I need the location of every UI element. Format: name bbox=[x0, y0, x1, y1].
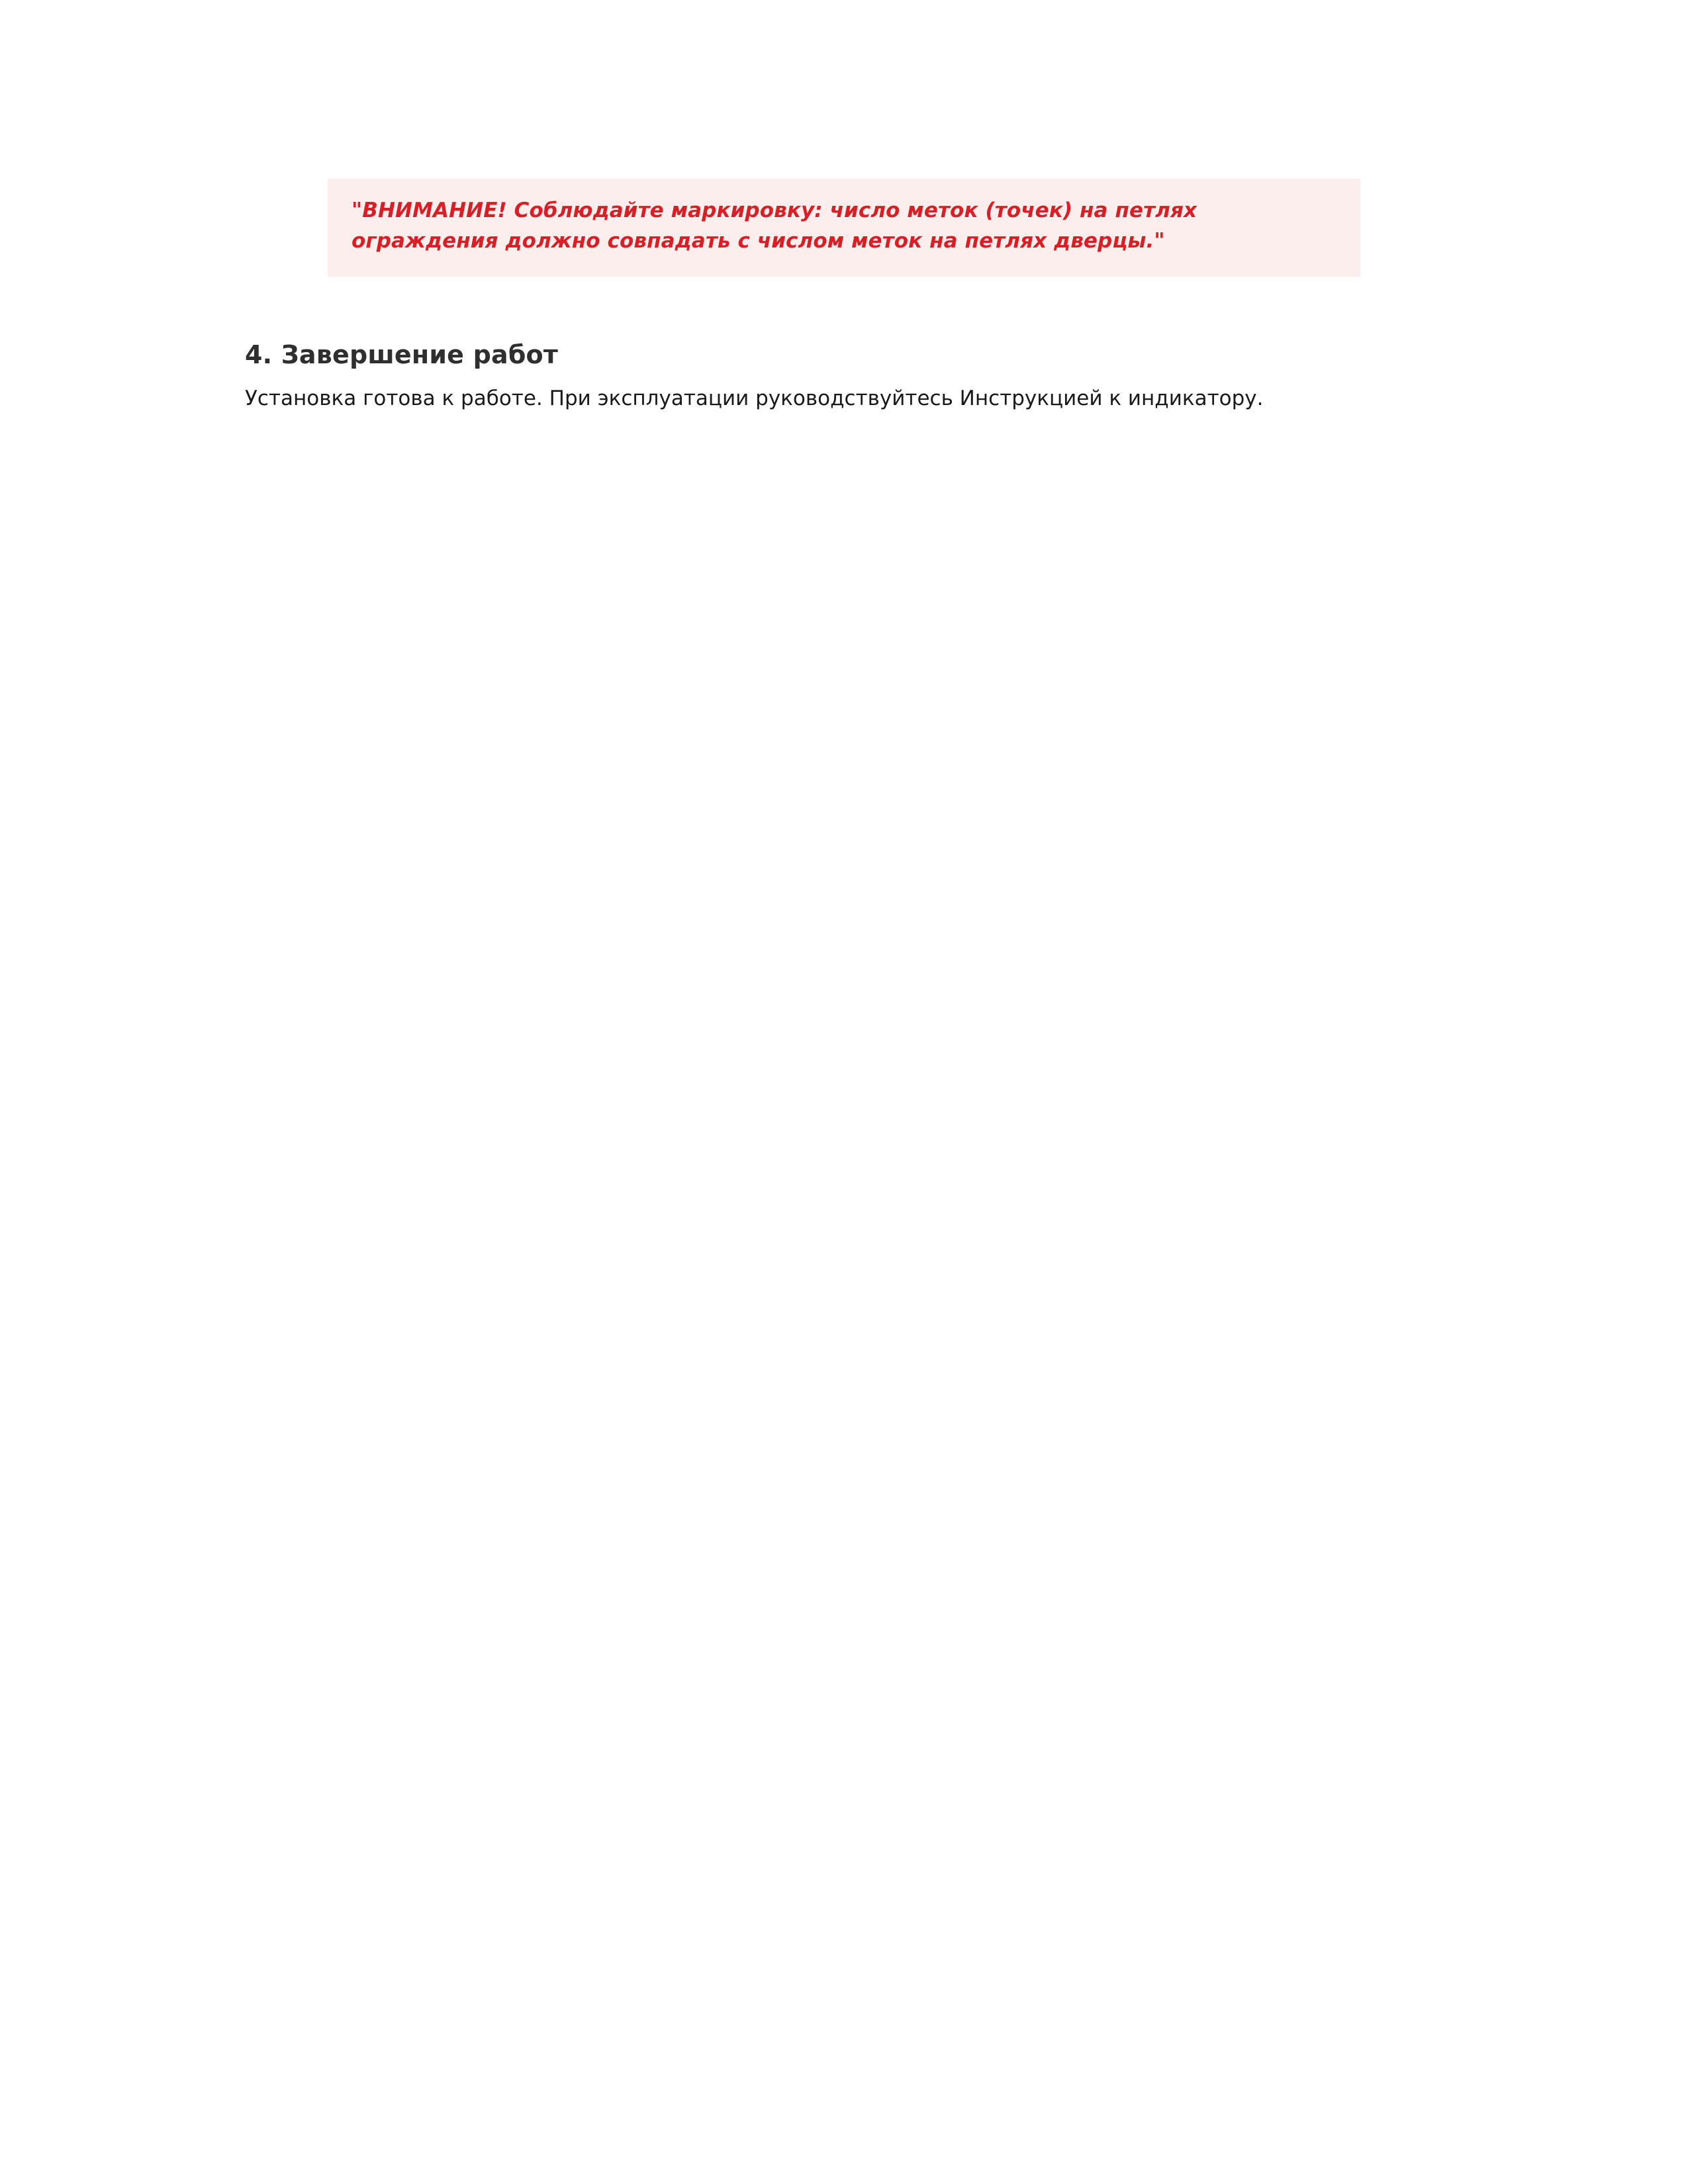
section-heading: 4. Завершение работ bbox=[245, 340, 559, 369]
warning-callout bbox=[328, 179, 1360, 277]
warning-text: "ВНИМАНИЕ! Соблюдайте маркировку: число меток (точек) на петлях ограждения должно совпадать с числом меток на петлях дверцы." bbox=[352, 199, 1197, 253]
section-heading-wrapper bbox=[245, 340, 1443, 369]
document-content bbox=[245, 179, 1443, 413]
section-paragraph: Установка готова к работе. При эксплуатации руководствуйтесь Инструкцией к индикатору. bbox=[245, 386, 1264, 410]
